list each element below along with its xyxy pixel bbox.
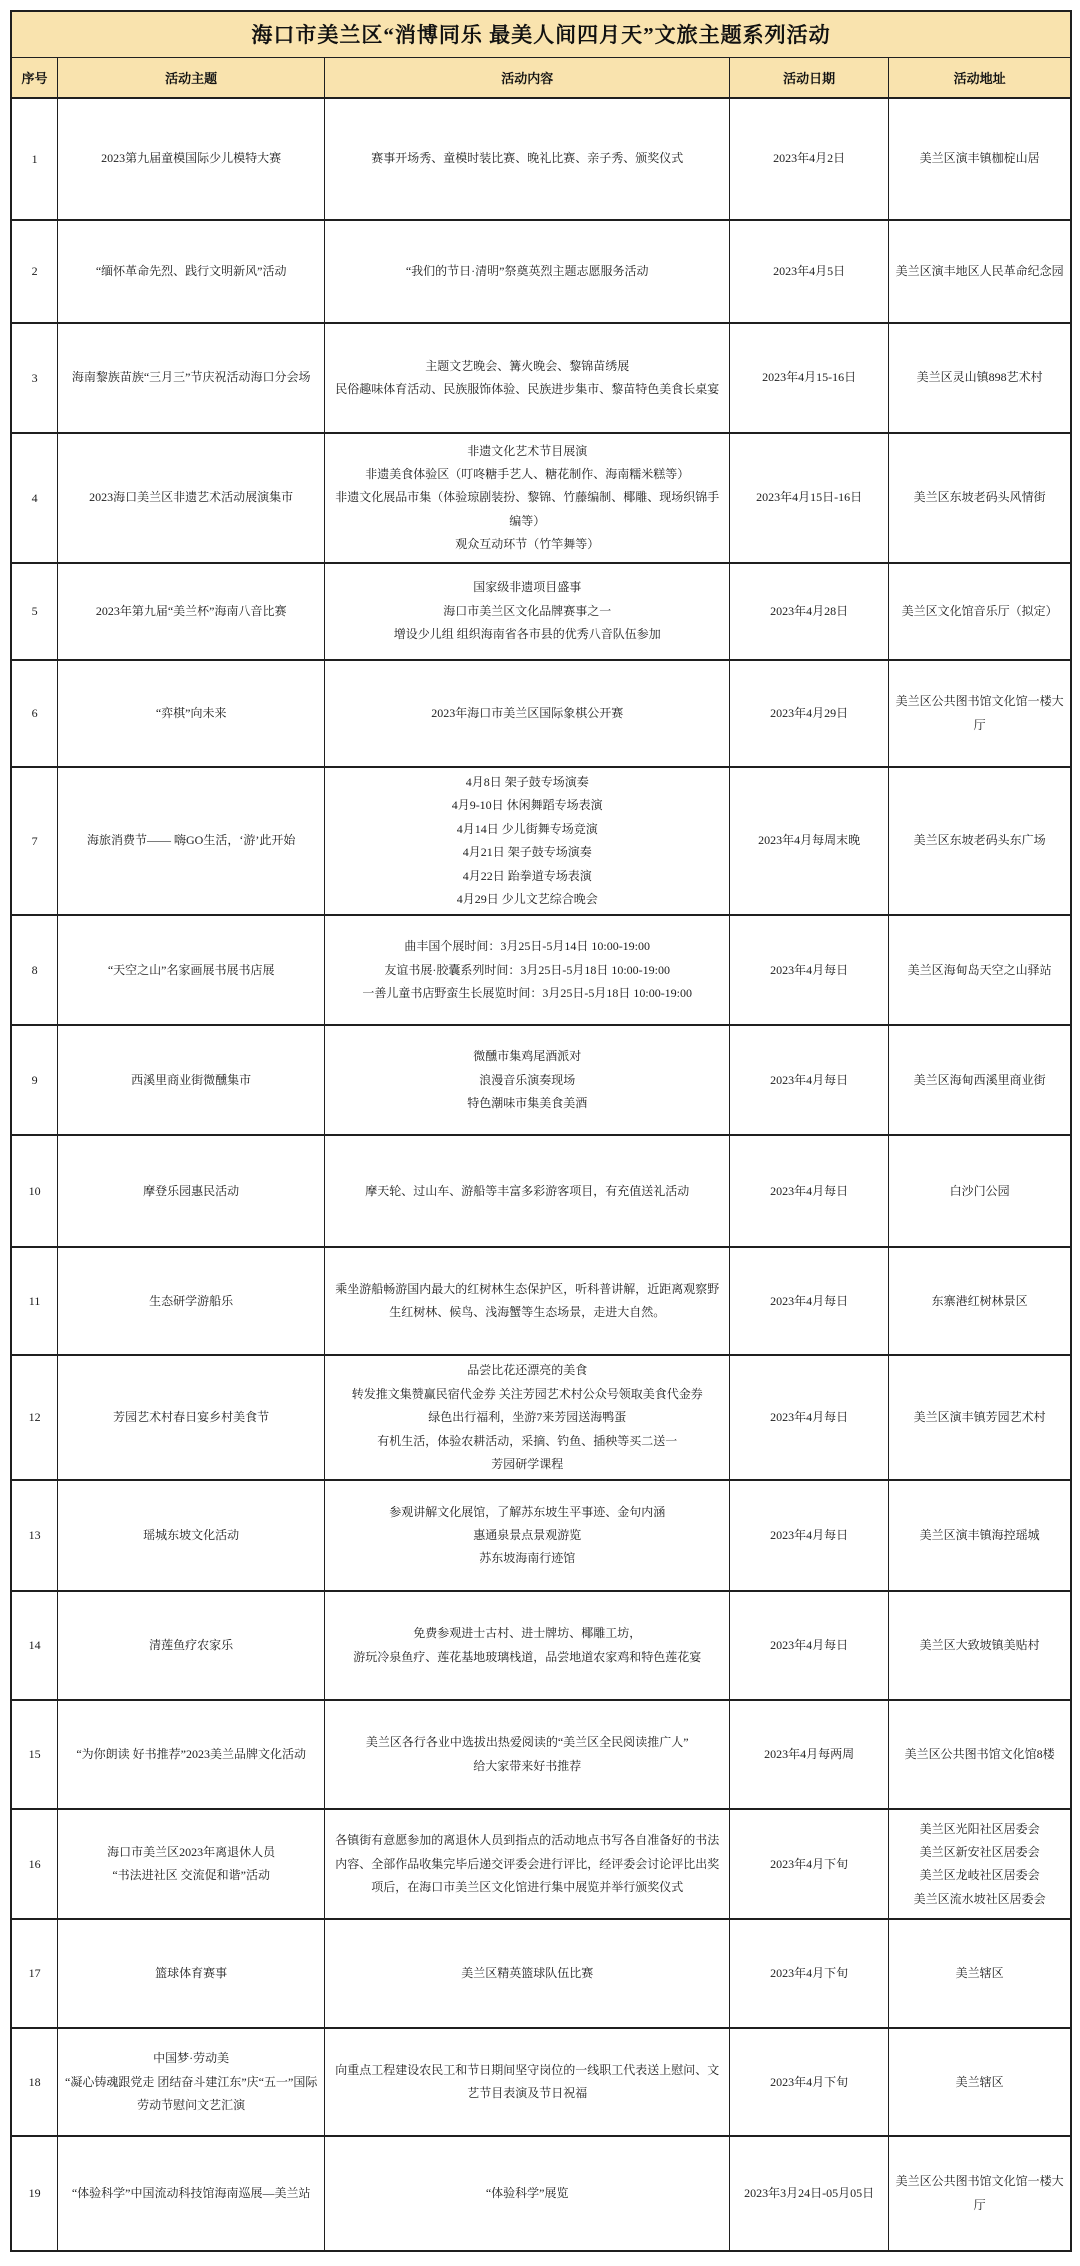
activity-theme: 海旅消费节—— 嗨GO生活，‘游’此开始 (58, 767, 325, 915)
table-row (11, 2136, 1071, 2251)
activity-content: 2023年海口市美兰区国际象棋公开赛 (325, 660, 730, 767)
activity-content: 摩天轮、过山车、游船等丰富多彩游客项目，有充值送礼活动 (325, 1135, 730, 1247)
table-row (11, 915, 1071, 1025)
table-row (11, 1700, 1071, 1809)
activity-content: 微醺市集鸡尾酒派对 浪漫音乐演奏现场 特色潮味市集美食美酒 (325, 1025, 730, 1135)
row-number: 12 (11, 1355, 58, 1480)
row-number: 7 (11, 767, 58, 915)
activity-theme: 摩登乐园惠民活动 (58, 1135, 325, 1247)
activity-address: 白沙门公园 (889, 1135, 1071, 1247)
activity-content: “体验科学”展览 (325, 2136, 730, 2251)
header-row (11, 57, 1071, 98)
activity-theme: 清莲鱼疗农家乐 (58, 1591, 325, 1700)
activity-content: 各镇街有意愿参加的离退休人员到指点的活动地点书写各自准备好的书法内容、全部作品收集完毕后递交评委会进行评比，经评委会讨论评比出奖项后，在海口市美兰区文化馆进行集中展览并举行颁奖仪式 (325, 1809, 730, 1919)
activity-content: 免费参观进士古村、进士牌坊、椰雕工坊， 游玩冷泉鱼疗、莲花基地玻璃栈道，品尝地道农家鸡和特色莲花宴 (325, 1591, 730, 1700)
activity-content: 品尝比花还漂亮的美食 转发推文集赞赢民宿代金券 关注芳园艺术村公众号领取美食代金券 绿色出行福利，坐游7来芳园送海鸭蛋 有机生活，体验农耕活动，采摘、钓鱼、插秧等买二送一 芳园研学课程 (325, 1355, 730, 1480)
column-header-content: 活动内容 (325, 57, 730, 98)
column-header-no: 序号 (11, 57, 58, 98)
activity-theme: 生态研学游船乐 (58, 1247, 325, 1355)
row-number: 14 (11, 1591, 58, 1700)
row-number: 10 (11, 1135, 58, 1247)
activity-date: 2023年4月每日 (730, 915, 889, 1025)
table-row (11, 220, 1071, 323)
activity-date: 2023年4月每日 (730, 1355, 889, 1480)
activity-address: 美兰区演丰镇海控瑶城 (889, 1480, 1071, 1591)
row-number: 1 (11, 98, 58, 220)
table-row (11, 1025, 1071, 1135)
activity-theme: “体验科学”中国流动科技馆海南巡展—美兰站 (58, 2136, 325, 2251)
activity-address: 美兰区文化馆音乐厅（拟定） (889, 563, 1071, 660)
activity-address: 美兰区东坡老码头东广场 (889, 767, 1071, 915)
row-number: 15 (11, 1700, 58, 1809)
activity-date: 2023年4月下旬 (730, 1809, 889, 1919)
table-row (11, 1809, 1071, 1919)
activity-address: 美兰区公共图书馆文化馆一楼大厅 (889, 2136, 1071, 2251)
activity-date: 2023年4月每周末晚 (730, 767, 889, 915)
table-row (11, 98, 1071, 220)
table-row (11, 767, 1071, 915)
column-header-date: 活动日期 (730, 57, 889, 98)
activity-date: 2023年4月28日 (730, 563, 889, 660)
activity-address: 美兰区演丰镇枷椗山居 (889, 98, 1071, 220)
activity-theme: 2023海口美兰区非遗艺术活动展演集市 (58, 433, 325, 563)
activity-address: 美兰区东坡老码头风情街 (889, 433, 1071, 563)
table-row (11, 1247, 1071, 1355)
activity-content: 曲丰国个展时间：3月25日-5月14日 10:00-19:00 友谊书展·胶囊系列时间：3月25日-5月18日 10:00-19:00 一善儿童书店野蛮生长展览时间：3月25日-5月18日 10:00-19:00 (325, 915, 730, 1025)
activity-address: 东寨港红树林景区 (889, 1247, 1071, 1355)
activity-theme: 篮球体育赛事 (58, 1919, 325, 2028)
table-row (11, 323, 1071, 433)
table-row (11, 1480, 1071, 1591)
activity-date: 2023年4月每日 (730, 1591, 889, 1700)
activity-content: 4月8日 架子鼓专场演奏 4月9-10日 休闲舞蹈专场表演 4月14日 少儿街舞专场竞演 4月21日 架子鼓专场演奏 4月22日 跆拳道专场表演 4月29日 少儿文艺综合晚会 (325, 767, 730, 915)
activity-address: 美兰区光阳社区居委会 美兰区新安社区居委会 美兰区龙岐社区居委会 美兰区流水坡社区居委会 (889, 1809, 1071, 1919)
table-row (11, 433, 1071, 563)
row-number: 4 (11, 433, 58, 563)
activity-theme: 瑶城东坡文化活动 (58, 1480, 325, 1591)
activity-date: 2023年4月29日 (730, 660, 889, 767)
activity-address: 美兰辖区 (889, 2028, 1071, 2136)
activities-table (10, 10, 1072, 2252)
row-number: 18 (11, 2028, 58, 2136)
row-number: 6 (11, 660, 58, 767)
activity-date: 2023年4月每日 (730, 1135, 889, 1247)
activity-date: 2023年3月24日-05月05日 (730, 2136, 889, 2251)
activity-address: 美兰区公共图书馆文化馆一楼大厅 (889, 660, 1071, 767)
activity-content: 美兰区各行各业中选拔出热爱阅读的“美兰区全民阅读推广人” 给大家带来好书推荐 (325, 1700, 730, 1809)
column-header-theme: 活动主题 (58, 57, 325, 98)
activity-theme: “弈棋”向未来 (58, 660, 325, 767)
row-number: 17 (11, 1919, 58, 2028)
activity-theme: 芳园艺术村春日宴乡村美食节 (58, 1355, 325, 1480)
row-number: 16 (11, 1809, 58, 1919)
table-row (11, 1591, 1071, 1700)
activity-theme: “天空之山”名家画展书展书店展 (58, 915, 325, 1025)
activity-date: 2023年4月5日 (730, 220, 889, 323)
activity-address: 美兰区海甸岛天空之山驿站 (889, 915, 1071, 1025)
activity-content: 主题文艺晚会、篝火晚会、黎锦苗绣展 民俗趣味体育活动、民族服饰体验、民族进步集市、黎苗特色美食长桌宴 (325, 323, 730, 433)
activity-theme: 中国梦·劳动美 “凝心铸魂跟党走 团结奋斗建江东”庆“五一”国际劳动节慰问文艺汇演 (58, 2028, 325, 2136)
activity-content: 国家级非遗项目盛事 海口市美兰区文化品牌赛事之一 增设少儿组 组织海南省各市县的优秀八音队伍参加 (325, 563, 730, 660)
activity-address: 美兰区演丰镇芳园艺术村 (889, 1355, 1071, 1480)
activity-content: 赛事开场秀、童模时装比赛、晚礼比赛、亲子秀、颁奖仪式 (325, 98, 730, 220)
column-header-address: 活动地址 (889, 57, 1071, 98)
activity-date: 2023年4月每日 (730, 1247, 889, 1355)
row-number: 5 (11, 563, 58, 660)
table-row (11, 1919, 1071, 2028)
row-number: 2 (11, 220, 58, 323)
activity-date: 2023年4月每日 (730, 1480, 889, 1591)
row-number: 13 (11, 1480, 58, 1591)
activity-date: 2023年4月每两周 (730, 1700, 889, 1809)
activity-address: 美兰区海甸西溪里商业街 (889, 1025, 1071, 1135)
activity-date: 2023年4月下旬 (730, 2028, 889, 2136)
activity-theme: 2023第九届童模国际少儿模特大赛 (58, 98, 325, 220)
activity-content: 乘坐游船畅游国内最大的红树林生态保护区，听科普讲解，近距离观察野生红树林、候鸟、浅海蟹等生态场景，走进大自然。 (325, 1247, 730, 1355)
title-row (11, 11, 1071, 57)
page-title: 海口市美兰区“消博同乐 最美人间四月天”文旅主题系列活动 (11, 11, 1071, 57)
row-number: 3 (11, 323, 58, 433)
activity-content: “我们的节日·清明”祭奠英烈主题志愿服务活动 (325, 220, 730, 323)
row-number: 9 (11, 1025, 58, 1135)
activity-address: 美兰区大致坡镇美贴村 (889, 1591, 1071, 1700)
table-row (11, 563, 1071, 660)
activity-theme: “缅怀革命先烈、践行文明新风”活动 (58, 220, 325, 323)
activity-content: 向重点工程建设农民工和节日期间坚守岗位的一线职工代表送上慰问、文艺节目表演及节日祝福 (325, 2028, 730, 2136)
activity-content: 非遗文化艺术节目展演 非遗美食体验区（叮咚糖手艺人、糖花制作、海南糯米糕等） 非遗文化展品市集（体验琼剧装扮、黎锦、竹藤编制、椰雕、现场织锦手编等） 观众互动环节（竹竿舞等） (325, 433, 730, 563)
activity-content: 美兰区精英篮球队伍比赛 (325, 1919, 730, 2028)
activity-theme: 海南黎族苗族“三月三”节庆祝活动海口分会场 (58, 323, 325, 433)
activity-address: 美兰区灵山镇898艺术村 (889, 323, 1071, 433)
activity-date: 2023年4月15-16日 (730, 323, 889, 433)
row-number: 8 (11, 915, 58, 1025)
activity-date: 2023年4月每日 (730, 1025, 889, 1135)
table-row (11, 1355, 1071, 1480)
activity-content: 参观讲解文化展馆，了解苏东坡生平事迹、金句内涵 惠通泉景点景观游览 苏东坡海南行迹馆 (325, 1480, 730, 1591)
table-row (11, 660, 1071, 767)
activity-date: 2023年4月2日 (730, 98, 889, 220)
row-number: 19 (11, 2136, 58, 2251)
activity-theme: 海口市美兰区2023年离退休人员 “书法进社区 交流促和谐”活动 (58, 1809, 325, 1919)
activity-date: 2023年4月下旬 (730, 1919, 889, 2028)
row-number: 11 (11, 1247, 58, 1355)
activity-address: 美兰辖区 (889, 1919, 1071, 2028)
activity-address: 美兰区公共图书馆文化馆8楼 (889, 1700, 1071, 1809)
table-row (11, 2028, 1071, 2136)
activity-theme: 西溪里商业街微醺集市 (58, 1025, 325, 1135)
table-row (11, 1135, 1071, 1247)
activity-address: 美兰区演丰地区人民革命纪念园 (889, 220, 1071, 323)
activity-theme: “为你朗读 好书推荐”2023美兰品牌文化活动 (58, 1700, 325, 1809)
activity-theme: 2023年第九届“美兰杯”海南八音比赛 (58, 563, 325, 660)
activity-date: 2023年4月15日-16日 (730, 433, 889, 563)
